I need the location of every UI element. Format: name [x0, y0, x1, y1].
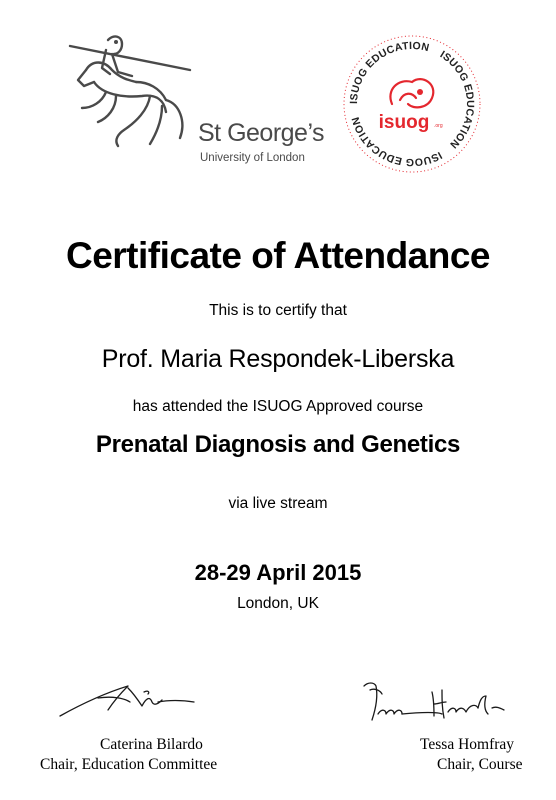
recipient-name: Prof. Maria Respondek-Liberska [101, 345, 455, 373]
st-georges-subtitle: University of London [200, 152, 305, 164]
signature-right [362, 678, 522, 726]
signatory-right-name: Tessa Homfray [420, 736, 515, 753]
svg-text:ISUOG EDUCATION [348, 40, 431, 104]
st-georges-logo [62, 30, 325, 164]
isuog-brand-suffix: .org [434, 123, 443, 129]
course-name: Prenatal Diagnosis and Genetics [95, 431, 461, 458]
certificate-title: Certificate of Attendance [65, 235, 491, 276]
signatory-right-role: Chair, Course [437, 756, 523, 773]
isuog-education-seal [342, 34, 482, 174]
signature-left [58, 676, 198, 722]
isuog-brand: isuog [378, 112, 430, 133]
isuog-seal-graphic [342, 34, 482, 174]
st-georges-name: St George’s [198, 119, 325, 147]
signatory-left-role: Chair, Education Committee [40, 756, 218, 773]
isuog-logo-icon [390, 79, 433, 107]
course-date: 28-29 April 2015 [194, 560, 362, 585]
certify-line: This is to certify that [209, 302, 347, 319]
svg-text:ISUOG EDUCATION [438, 49, 476, 151]
seal-ring-text-3: ISUOG EDUCATION [349, 115, 444, 169]
attended-line: has attended the ISUOG Approved course [132, 398, 424, 415]
knight-on-horse-icon [62, 30, 202, 155]
seal-ring-text-2: ISUOG EDUCATION [437, 48, 477, 151]
course-location: London, UK [237, 595, 319, 612]
delivery-mode: via live stream [228, 495, 328, 512]
signatory-left-name: Caterina Bilardo [100, 736, 203, 753]
seal-ring-text-1: ISUOG EDUCATION [347, 39, 431, 105]
